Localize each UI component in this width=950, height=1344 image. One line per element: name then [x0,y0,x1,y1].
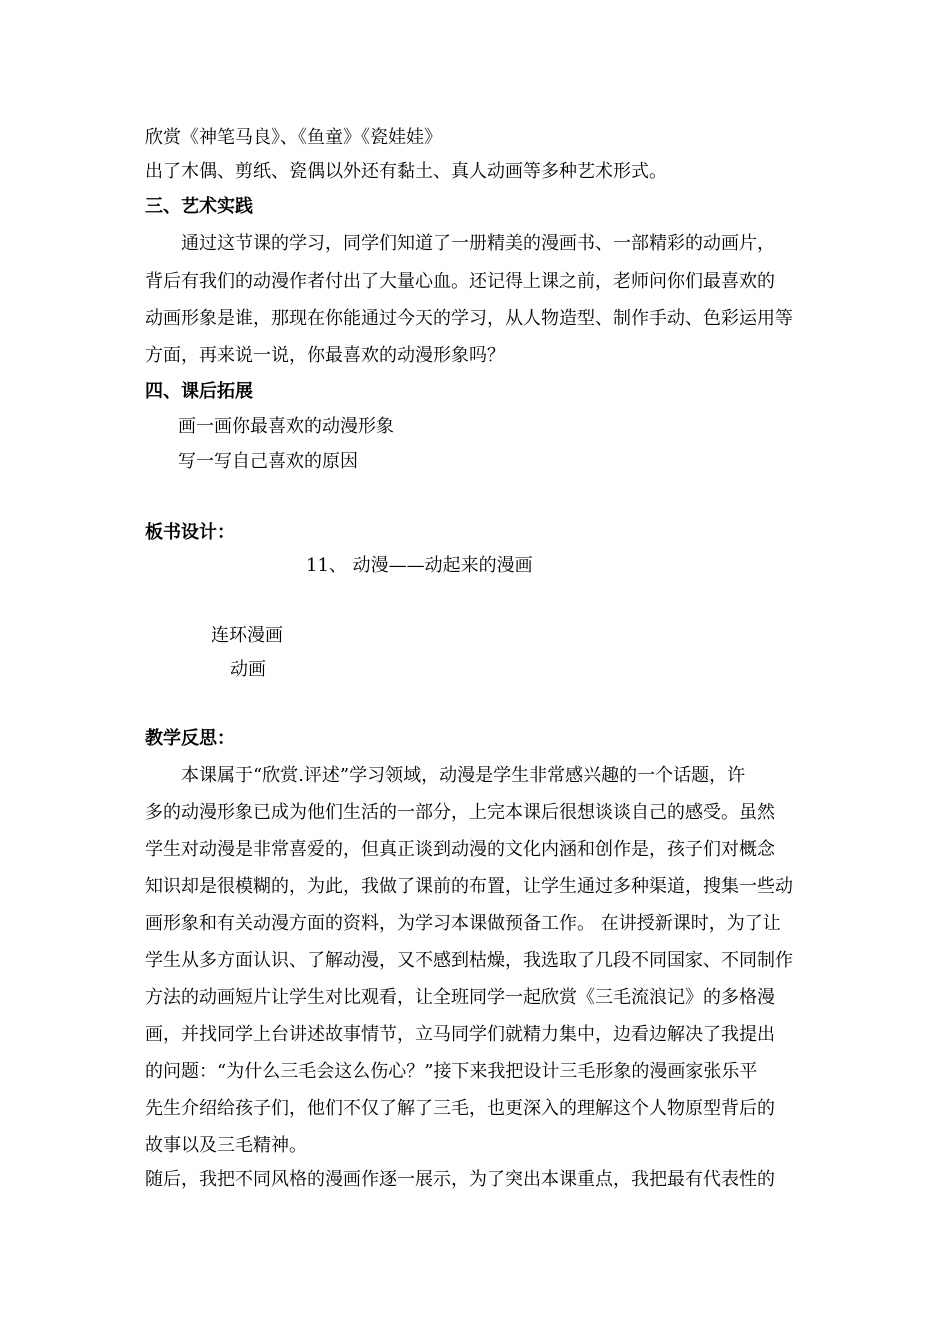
board-title: 11、 动漫——动起来的漫画 [306,555,533,576]
reflection-line-5: 画形象和有关动漫方面的资料，为学习本课做预备工作。 在讲授新课时，为了让 [145,913,781,934]
section-3-heading: 三、艺术实践 [145,196,253,217]
reflection-line-9: 的问题：“为什么三毛会这么伤心？”接下来我把设计三毛形象的漫画家张乐平 [145,1061,758,1082]
section-3-line-2: 背后有我们的动漫作者付出了大量心血。还记得上课之前，老师问你们最喜欢的 [145,271,775,292]
intro-line-2: 出了木偶、剪纸、瓷偶以外还有黏土、真人动画等多种艺术形式。 [145,161,667,182]
reflection-line-4: 知识却是很模糊的，为此，我做了课前的布置，让学生通过多种渠道，搜集一些动 [145,876,793,897]
section-4-item-1: 画一画你最喜欢的动漫形象 [178,416,394,437]
section-3-line-4: 方面，再来说一说，你最喜欢的动漫形象吗？ [145,345,505,366]
board-item-comic: 连环漫画 [211,625,283,646]
reflection-line-3: 学生对动漫是非常喜爱的，但真正谈到动漫的文化内涵和创作是，孩子们对概念 [145,839,775,860]
reflection-line-7: 方法的动画短片让学生对比观看，让全班同学一起欣赏《三毛流浪记》的多格漫 [145,987,775,1008]
reflection-line-11: 故事以及三毛精神。 [145,1135,307,1156]
reflection-line-12: 随后，我把不同风格的漫画作逐一展示，为了突出本课重点，我把最有代表性的 [145,1169,775,1190]
section-3-line-3: 动画形象是谁，那现在你能通过今天的学习，从人物造型、制作手动、色彩运用等 [145,308,793,329]
board-heading: 板书设计： [145,522,235,543]
section-4-item-2: 写一写自己喜欢的原因 [178,451,358,472]
section-3-line-1: 通过这节课的学习，同学们知道了一册精美的漫画书、一部精彩的动画片， [181,233,775,254]
intro-line-1: 欣赏《神笔马良》、《鱼童》《瓷娃娃》 [145,127,442,148]
reflection-line-6: 学生从多方面认识、了解动漫，又不感到枯燥，我选取了几段不同国家、不同制作 [145,950,793,971]
reflection-heading: 教学反思： [145,728,235,749]
reflection-line-8: 画，并找同学上台讲述故事情节，立马同学们就精力集中，边看边解决了我提出 [145,1024,775,1045]
board-item-animation: 动画 [230,659,266,680]
section-4-heading: 四、课后拓展 [145,381,253,402]
reflection-line-10: 先生介绍给孩子们，他们不仅了解了三毛，也更深入的理解这个人物原型背后的 [145,1098,775,1119]
reflection-line-2: 多的动漫形象已成为他们生活的一部分，上完本课后很想谈谈自己的感受。虽然 [145,802,775,823]
reflection-line-1: 本课属于“欣赏.评述”学习领域，动漫是学生非常感兴趣的一个话题，许 [181,765,746,786]
